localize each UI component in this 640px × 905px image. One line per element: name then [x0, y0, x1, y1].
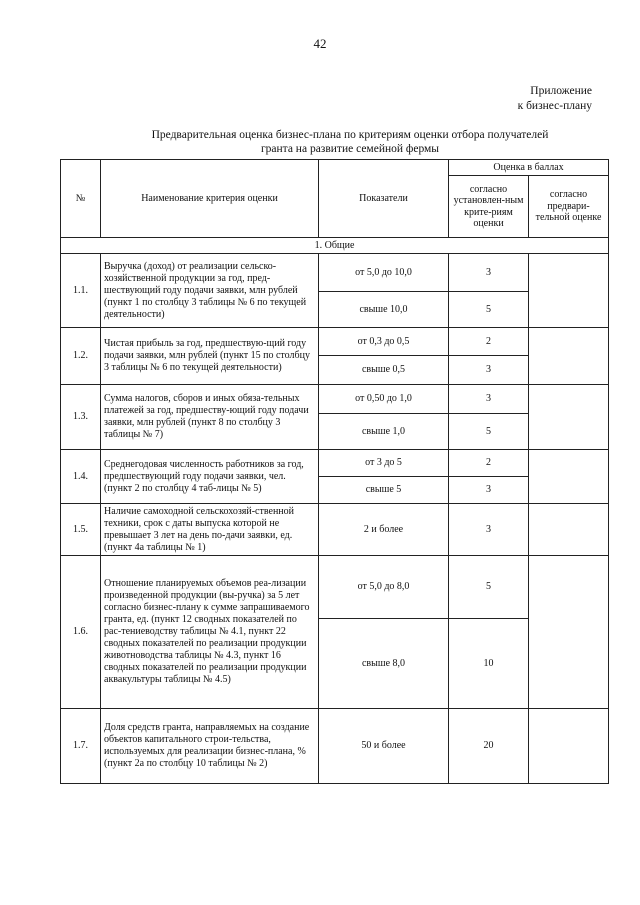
score-established: 2 [449, 450, 529, 477]
score-established: 5 [449, 414, 529, 450]
indicator-value: от 0,3 до 0,5 [319, 328, 449, 356]
score-established: 3 [449, 356, 529, 385]
row-number: 1.7. [61, 709, 101, 784]
criterion-name: Выручка (доход) от реализации сельско-хозяйственной продукции за год, пред-шествующий году подачи заявки, млн рублей (пункт 1 по столбцу 3 таблицы № 6 по текущей деятельности) [101, 254, 319, 328]
score-established: 20 [449, 709, 529, 784]
criterion-name: Наличие самоходной сельскохозяй-ственной техники, срок с даты выпуска которой не превышает 3 лет на день по-дачи заявки, ед. (пункт 4а таблицы № 1) [101, 504, 319, 556]
indicator-value: от 5,0 до 10,0 [319, 254, 449, 292]
indicator-value: от 0,50 до 1,0 [319, 385, 449, 414]
criterion-name: Сумма налогов, сборов и иных обяза-тельных платежей за год, предшеству-ющий году подачи заявки, млн рублей (пункт 8 по столбцу 3 таблицы № 7) [101, 385, 319, 450]
score-established: 5 [449, 556, 529, 619]
score-preliminary-cell[interactable] [529, 709, 609, 784]
title-line-1: Предварительная оценка бизнес-плана по критериям оценки отбора получателей [151, 129, 549, 141]
section-general: 1. Общие [61, 238, 609, 254]
score-preliminary-cell[interactable] [529, 328, 609, 385]
score-preliminary-cell[interactable] [529, 450, 609, 504]
criterion-name: Чистая прибыль за год, предшествую-щий году подачи заявки, млн рублей (пункт 15 по столбцу 3 таблицы № 6 по текущей деятельности) [101, 328, 319, 385]
score-preliminary-cell[interactable] [529, 385, 609, 450]
row-number: 1.2. [61, 328, 101, 385]
row-number: 1.1. [61, 254, 101, 328]
indicator-value: свыше 0,5 [319, 356, 449, 385]
header-number: № [61, 160, 101, 238]
score-established: 2 [449, 328, 529, 356]
score-preliminary-cell[interactable] [529, 254, 609, 328]
row-number: 1.5. [61, 504, 101, 556]
row-number: 1.6. [61, 556, 101, 709]
criterion-name: Отношение планируемых объемов реа-лизации произведенной продукции (вы-ручка) за 5 лет согласно бизнес-плану к сумме запрашиваемого гранта, ед. (пункт 12 сводных показателей по рас-тениеводству таблицы № 4.1, пункт 22 сводных показателей по реализации продукции животноводства таблицы № 4.3, пункт 16 сводных показателей по реализации продукции аквакультуры таблицы № 4.5) [101, 556, 319, 709]
indicator-value: 50 и более [319, 709, 449, 784]
header-score-established: согласно установлен-ным крите-риям оценки [449, 176, 529, 238]
appendix-caption [518, 84, 592, 114]
criterion-name: Среднегодовая численность работников за год, предшествующий году подачи заявки, чел. (пункт 2 по столбцу 4 таб-лицы № 5) [101, 450, 319, 504]
appendix-line-2: к бизнес-плану [517, 100, 592, 112]
row-number: 1.4. [61, 450, 101, 504]
criterion-name: Доля средств гранта, направляемых на создание объектов капитального строи-тельства, используемых для реализации бизнес-плана, % (пункт 2а по столбцу 10 таблицы № 2) [101, 709, 319, 784]
score-established: 10 [449, 619, 529, 709]
indicator-value: от 5,0 до 8,0 [319, 556, 449, 619]
score-established: 3 [449, 385, 529, 414]
header-score: Оценка в баллах [449, 160, 609, 176]
score-preliminary-cell[interactable] [529, 556, 609, 709]
indicator-value: свыше 1,0 [319, 414, 449, 450]
indicator-value: свыше 8,0 [319, 619, 449, 709]
score-established: 3 [449, 504, 529, 556]
indicator-value: 2 и более [319, 504, 449, 556]
appendix-line-1: Приложение [530, 85, 592, 97]
title-line-2: гранта на развитие семейной фермы [260, 143, 440, 155]
page-number: 42 [313, 36, 327, 51]
indicator-value: от 3 до 5 [319, 450, 449, 477]
row-number: 1.3. [61, 385, 101, 450]
header-indicators: Показатели [319, 160, 449, 238]
header-score-preliminary: согласно предвари-тельной оценке [529, 176, 609, 238]
document-title [110, 128, 590, 156]
score-preliminary-cell[interactable] [529, 504, 609, 556]
indicator-value: свыше 10,0 [319, 292, 449, 328]
score-established: 3 [449, 254, 529, 292]
score-established: 5 [449, 292, 529, 328]
score-established: 3 [449, 477, 529, 504]
indicator-value: свыше 5 [319, 477, 449, 504]
criteria-table [60, 159, 609, 784]
header-criterion-name: Наименование критерия оценки [101, 160, 319, 238]
